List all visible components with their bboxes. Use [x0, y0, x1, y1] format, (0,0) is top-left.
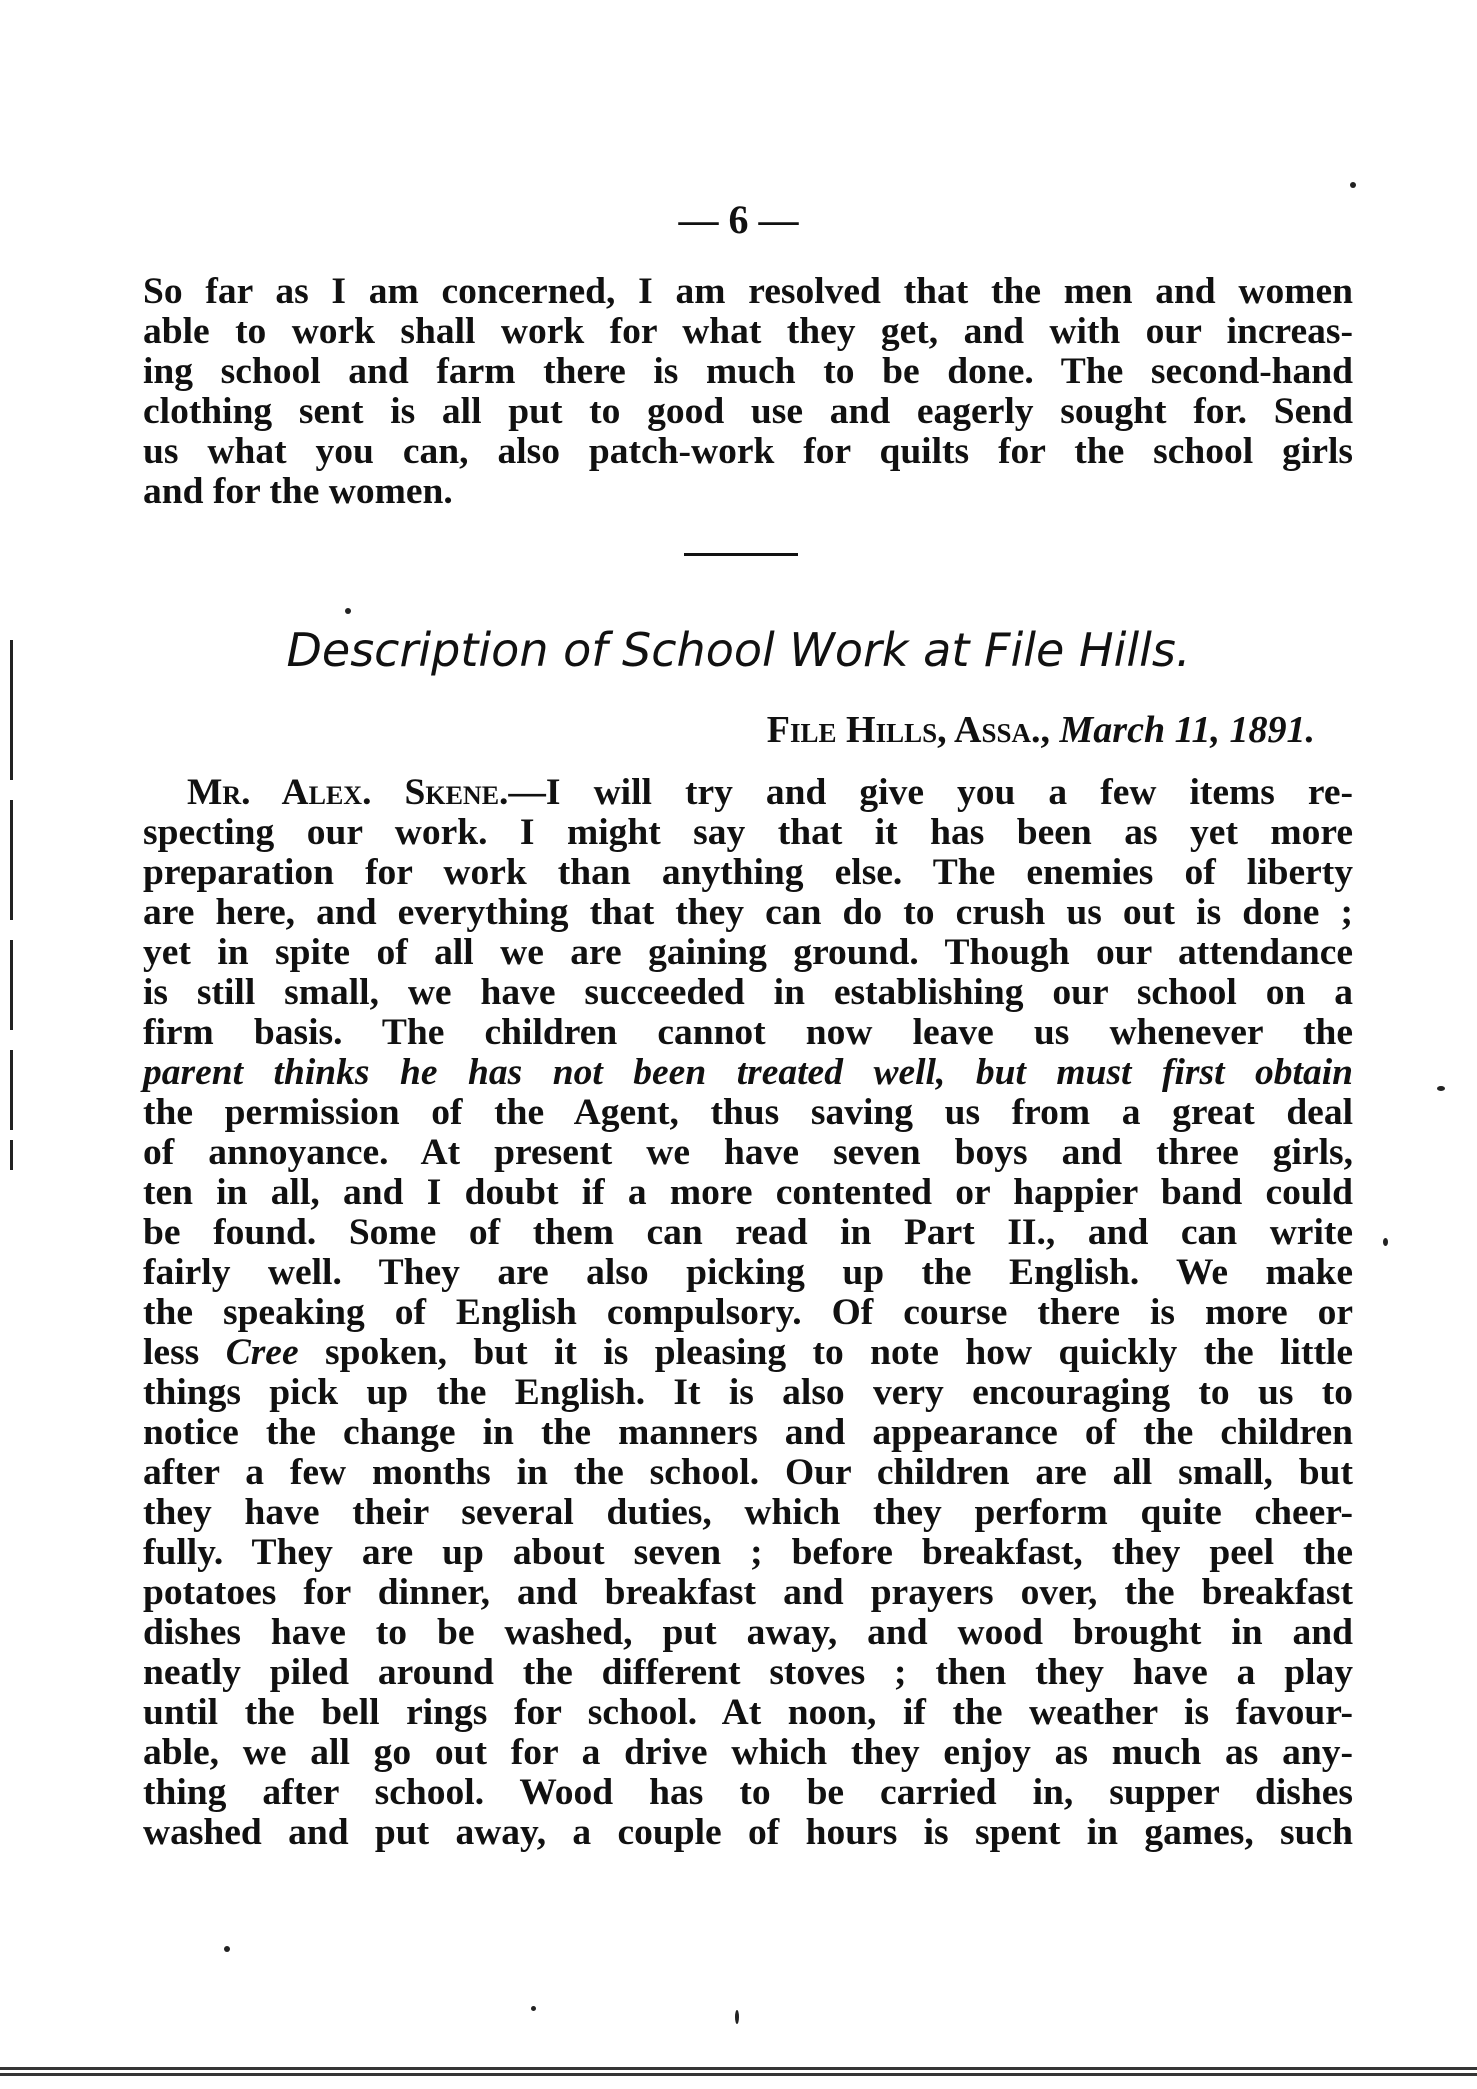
cree-word: Cree: [225, 1332, 299, 1373]
continuation-paragraph: [143, 272, 1353, 512]
scan-margin-mark: [10, 1140, 13, 1170]
text-line: yet in spite of all we are gaining ground. Though our attendance: [143, 932, 1353, 973]
scan-margin-mark: [10, 1050, 13, 1130]
text-line: the speaking of English compulsory. Of course there is more or: [143, 1292, 1353, 1333]
dateline: [767, 708, 1315, 752]
text-line: be found. Some of them can read in Part II., and can write: [143, 1212, 1353, 1253]
text-line: the permission of the Agent, thus saving us from a great deal: [143, 1092, 1353, 1133]
text-line: things pick up the English. It is also very encouraging to us to: [143, 1372, 1353, 1413]
cree-before: less: [143, 1332, 226, 1373]
scan-speck: [1437, 1086, 1445, 1091]
text-line: are here, and everything that they can do to crush us out is done ;: [143, 892, 1353, 933]
text-line: able, we all go out for a drive which they enjoy as much as any-: [143, 1732, 1353, 1773]
dateline-date: March 11, 1891.: [1059, 709, 1315, 751]
dateline-place: File Hills, Assa.,: [766, 709, 1051, 751]
text-line: fairly well. They are also picking up the English. We make: [143, 1252, 1353, 1293]
section-heading: Description of School Work at File Hills.: [286, 623, 1191, 677]
page-number: — 6 —: [678, 197, 799, 242]
text-line: able to work shall work for what they get, and with our increas-: [143, 311, 1353, 352]
text-line: So far as I am concerned, I am resolved that the men and women: [143, 271, 1353, 312]
scan-speck: [224, 1946, 230, 1952]
text-line: neatly piled around the different stoves ; then they have a play: [143, 1652, 1353, 1693]
text-line: fully. They are up about seven ; before breakfast, they peel the: [143, 1532, 1353, 1573]
text-line: and for the women.: [143, 471, 453, 512]
scan-speck: [531, 2006, 536, 2011]
text-line: [143, 773, 1353, 813]
text-line: until the bell rings for school. At noon, if the weather is favour-: [143, 1692, 1353, 1733]
scan-margin-mark: [10, 640, 13, 780]
text-line: after a few months in the school. Our children are all small, but: [143, 1452, 1353, 1493]
text-line: thing after school. Wood has to be carried in, supper dishes: [143, 1772, 1353, 1813]
text-line: firm basis. The children cannot now leave us whenever the: [143, 1012, 1353, 1053]
salutation: Mr. Alex. Skene.: [187, 772, 509, 813]
text-line: specting our work. I might say that it has been as yet more: [143, 812, 1353, 853]
text-line: dishes have to be washed, put away, and wood brought in and: [143, 1612, 1353, 1653]
scan-speck: [735, 2010, 739, 2024]
text-line: us what you can, also patch-work for quilts for the school girls: [143, 431, 1353, 472]
text-line: is still small, we have succeeded in establishing our school on a: [143, 972, 1353, 1013]
text-line: parent thinks he has not been treated well, but must first obtain: [143, 1052, 1353, 1093]
text-line: notice the change in the manners and appearance of the children: [143, 1412, 1353, 1453]
text-line: clothing sent is all put to good use and eagerly sought for. Send: [143, 391, 1353, 432]
cree-after: spoken, but it is pleasing to note how quickly the little: [298, 1332, 1353, 1373]
text-line: ing school and farm there is much to be done. The second-hand: [143, 351, 1353, 392]
text-line: ten in all, and I doubt if a more contented or happier band could: [143, 1172, 1353, 1213]
text-line: they have their several duties, which they perform quite cheer-: [143, 1492, 1353, 1533]
letter-body: [143, 773, 1353, 1853]
text-line: washed and put away, a couple of hours is spent in games, such: [143, 1812, 1353, 1853]
scan-speck: [1383, 1238, 1388, 1246]
scan-edge: [0, 2064, 1477, 2076]
scan-margin-mark: [10, 800, 13, 920]
text-line: [143, 1333, 1353, 1373]
first-line-text: —I will try and give you a few items re-: [508, 772, 1354, 813]
scan-margin-mark: [10, 940, 13, 1030]
text-line: potatoes for dinner, and breakfast and prayers over, the breakfast: [143, 1572, 1353, 1613]
scan-speck: [1350, 182, 1356, 188]
section-divider: [684, 553, 798, 556]
scan-speck: [345, 608, 351, 614]
text-line: of annoyance. At present we have seven boys and three girls,: [143, 1132, 1353, 1173]
text-line: preparation for work than anything else. The enemies of liberty: [143, 852, 1353, 893]
